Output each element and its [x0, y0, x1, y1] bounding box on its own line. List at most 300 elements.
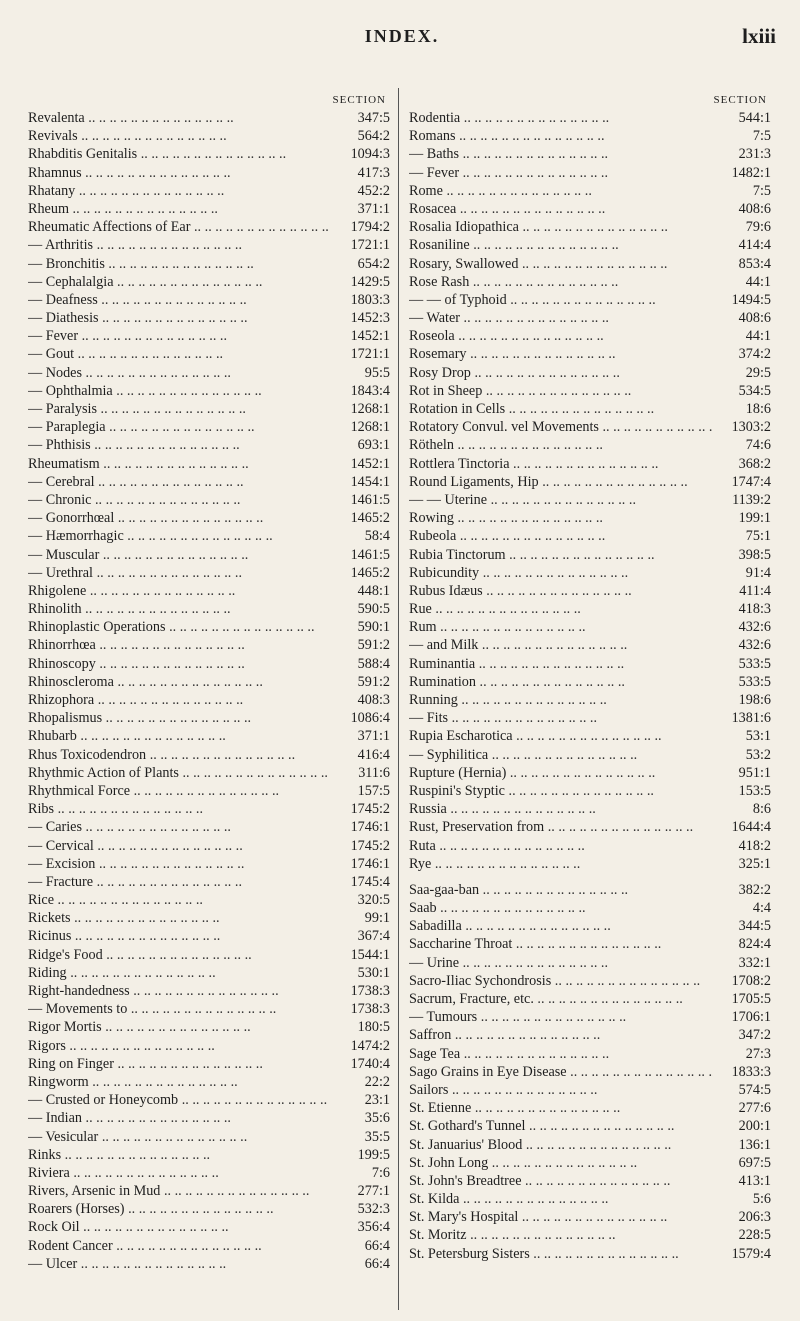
index-entry	[409, 600, 771, 618]
section-number: 414:4	[738, 237, 771, 254]
index-entry	[409, 954, 771, 972]
index-entry	[409, 746, 771, 764]
index-entry	[409, 1045, 771, 1063]
section-number: 418:2	[738, 837, 771, 854]
section-number: 1644:4	[731, 819, 771, 836]
section-number: 1494:5	[731, 291, 771, 308]
index-term: Sabadilla ..	[409, 917, 713, 935]
index-term: Revalenta ..	[28, 109, 332, 127]
index-term: Rue ..	[409, 600, 713, 618]
index-entry	[28, 600, 390, 618]
section-number: 344:5	[738, 918, 771, 935]
index-entry	[409, 881, 771, 899]
index-term: — — Uterine ..	[409, 491, 713, 509]
section-number: 199:1	[738, 510, 771, 527]
section-number: 79:6	[745, 219, 771, 236]
index-entry	[28, 491, 390, 509]
index-term: — Crusted or Honeycomb ..	[28, 1091, 332, 1109]
section-number: 590:5	[357, 601, 390, 618]
index-term: Saa-gaa-ban ..	[409, 881, 713, 899]
index-entry	[409, 618, 771, 636]
index-term: Rose Rash ..	[409, 273, 713, 291]
index-term: Rupia Escharotica ..	[409, 727, 713, 745]
index-entry	[409, 418, 771, 436]
section-number: 1465:2	[350, 564, 390, 581]
index-term: Rome ..	[409, 182, 713, 200]
index-term: Russia ..	[409, 800, 713, 818]
index-entry	[409, 327, 771, 345]
index-term: Rigor Mortis ..	[28, 1018, 332, 1036]
index-entry	[409, 1117, 771, 1135]
index-entry	[28, 164, 390, 182]
index-term: Rickets ..	[28, 909, 332, 927]
section-number: 1803:3	[350, 291, 390, 308]
index-entry	[28, 1200, 390, 1218]
index-entry	[409, 1008, 771, 1026]
section-number: 35:5	[364, 1128, 390, 1145]
index-term: — Cervical ..	[28, 837, 332, 855]
section-number: 544:1	[738, 110, 771, 126]
index-term: Ringworm ..	[28, 1073, 332, 1091]
index-entry	[28, 1237, 390, 1255]
index-entry	[409, 436, 771, 454]
letter-group-gap	[409, 873, 771, 881]
section-number: 1708:2	[731, 972, 771, 989]
index-term: — Arthritis ..	[28, 236, 332, 254]
column-divider	[398, 88, 399, 1310]
section-number: 824:4	[738, 936, 771, 953]
index-term: Rock Oil ..	[28, 1218, 332, 1236]
index-entry	[409, 255, 771, 273]
index-term: — Fracture ..	[28, 873, 332, 891]
index-term: Rosacea ..	[409, 200, 713, 218]
index-entry	[28, 1146, 390, 1164]
index-entry	[28, 382, 390, 400]
index-term: Rhus Toxicodendron ..	[28, 746, 332, 764]
index-term: Roseola ..	[409, 327, 713, 345]
section-number: 7:5	[752, 182, 771, 199]
index-term: Romans ..	[409, 127, 713, 145]
section-number: 157:5	[357, 782, 390, 799]
index-term: — Paraplegia ..	[28, 418, 332, 436]
index-term: St. John's Breadtree ..	[409, 1172, 713, 1190]
section-number: 66:4	[364, 1237, 390, 1254]
section-number: 590:1	[357, 619, 390, 636]
section-number: 332:1	[738, 954, 771, 971]
index-term: — Urine ..	[409, 954, 713, 972]
index-term: — Bronchitis ..	[28, 255, 332, 273]
page-number: lxiii	[742, 24, 776, 48]
index-term: Rye ..	[409, 855, 713, 873]
index-term: Rottlera Tinctoria ..	[409, 455, 713, 473]
index-entry	[409, 509, 771, 527]
section-number: 530:1	[357, 964, 390, 981]
index-term: Sailors ..	[409, 1081, 713, 1099]
section-number: 417:3	[357, 164, 390, 181]
index-term: Rubeola ..	[409, 527, 713, 545]
index-entry	[28, 927, 390, 945]
index-entry	[28, 964, 390, 982]
index-entry	[409, 1172, 771, 1190]
section-number: 693:1	[357, 437, 390, 454]
section-number: 1452:3	[350, 310, 390, 327]
index-term: St. Etienne ..	[409, 1099, 713, 1117]
index-entry	[409, 837, 771, 855]
index-entry	[409, 917, 771, 935]
index-term: — Movements to ..	[28, 1000, 332, 1018]
index-entry	[28, 873, 390, 891]
index-term: Rosy Drop ..	[409, 364, 713, 382]
index-term: St. Gothard's Tunnel ..	[409, 1117, 713, 1135]
index-term: Rötheln ..	[409, 436, 713, 454]
index-entry	[409, 764, 771, 782]
index-term: — Fever ..	[28, 327, 332, 345]
index-entry	[28, 436, 390, 454]
index-entry	[28, 364, 390, 382]
index-term: Rhinorrhœa ..	[28, 636, 332, 654]
section-number: 356:4	[357, 1219, 390, 1236]
index-term: Rivers, Arsenic in Mud ..	[28, 1182, 332, 1200]
index-term: — Paralysis ..	[28, 400, 332, 418]
section-number: 1303:2	[731, 419, 771, 436]
index-term: Rum ..	[409, 618, 713, 636]
section-number: 591:2	[357, 673, 390, 690]
index-term: Saab ..	[409, 899, 713, 917]
index-entry	[28, 727, 390, 745]
index-term: Rupture (Hernia) ..	[409, 764, 713, 782]
section-number: 74:6	[745, 437, 771, 454]
index-term: Rheumatic Affections of Ear ..	[28, 218, 332, 236]
index-entry	[409, 309, 771, 327]
index-term: St. Moritz ..	[409, 1226, 713, 1244]
index-term: Ribs ..	[28, 800, 332, 818]
index-entry	[409, 855, 771, 873]
index-term: — Gout ..	[28, 345, 332, 363]
index-entry	[28, 891, 390, 909]
section-number: 533:5	[738, 673, 771, 690]
index-entry	[28, 800, 390, 818]
index-entry	[409, 972, 771, 990]
section-number: 311:6	[358, 764, 390, 781]
section-number: 35:6	[364, 1110, 390, 1127]
section-number: 371:1	[357, 200, 390, 217]
index-entry	[409, 345, 771, 363]
index-term: Rhinolith ..	[28, 600, 332, 618]
index-term: Riding ..	[28, 964, 332, 982]
index-entry	[409, 990, 771, 1008]
index-entry	[409, 899, 771, 917]
section-number: 448:1	[357, 582, 390, 599]
index-entry	[409, 182, 771, 200]
section-number: 1833:3	[731, 1063, 771, 1080]
index-entry	[28, 636, 390, 654]
index-entry	[28, 1037, 390, 1055]
index-term: — Cephalalgia ..	[28, 273, 332, 291]
index-term: — Caries ..	[28, 818, 332, 836]
section-number: 408:6	[738, 200, 771, 217]
index-entry	[409, 200, 771, 218]
section-number: 44:1	[745, 273, 771, 290]
index-entry	[409, 655, 771, 673]
index-term: — Phthisis ..	[28, 436, 332, 454]
index-entry	[28, 564, 390, 582]
index-entry	[28, 527, 390, 545]
index-term: — Urethral ..	[28, 564, 332, 582]
index-entry	[409, 527, 771, 545]
index-term: Sacro-Iliac Sychondrosis ..	[409, 972, 713, 990]
index-term: Rodentia ..	[409, 109, 713, 127]
index-term: Rigors ..	[28, 1037, 332, 1055]
index-term: — Cerebral ..	[28, 473, 332, 491]
index-term: Rotatory Convul. vel Movements ..	[409, 418, 713, 436]
section-number: 1746:1	[350, 855, 390, 872]
index-entry	[28, 855, 390, 873]
index-term: Revivals ..	[28, 127, 332, 145]
section-number: 1745:4	[350, 873, 390, 890]
index-term: Ricinus ..	[28, 927, 332, 945]
index-entry	[409, 818, 771, 836]
index-term: Rice ..	[28, 891, 332, 909]
index-entry	[409, 491, 771, 509]
index-entry	[28, 109, 390, 127]
index-column-left	[28, 92, 390, 1273]
section-number: 697:5	[738, 1154, 771, 1171]
index-term: Rhinoscleroma ..	[28, 673, 332, 691]
index-term: Rosary, Swallowed ..	[409, 255, 713, 273]
index-term: — Ophthalmia ..	[28, 382, 332, 400]
section-column-heading: SECTION	[713, 94, 767, 106]
index-entry	[409, 1136, 771, 1154]
index-term: Riviera ..	[28, 1164, 332, 1182]
index-entry	[409, 291, 771, 309]
section-number: 27:3	[745, 1045, 771, 1062]
index-entry	[28, 546, 390, 564]
section-number: 1461:5	[350, 546, 390, 563]
index-term: — Hæmorrhagic ..	[28, 527, 332, 545]
index-entry	[28, 400, 390, 418]
index-entry	[28, 200, 390, 218]
section-number: 1452:1	[350, 455, 390, 472]
index-entry	[409, 935, 771, 953]
section-number: 1139:2	[732, 491, 771, 508]
index-entry	[28, 455, 390, 473]
section-number: 5:6	[752, 1191, 771, 1208]
index-term: Rosaniline ..	[409, 236, 713, 254]
index-term: — Vesicular ..	[28, 1128, 332, 1146]
index-term: Round Ligaments, Hip ..	[409, 473, 713, 491]
section-number: 153:5	[738, 782, 771, 799]
index-entry	[409, 1063, 771, 1081]
index-term: St. John Long ..	[409, 1154, 713, 1172]
index-term: Saccharine Throat ..	[409, 935, 713, 953]
index-term: Ruspini's Styptic ..	[409, 782, 713, 800]
section-number: 1579:4	[731, 1245, 771, 1262]
section-number: 1747:4	[731, 473, 771, 490]
index-term: Rhythmical Force ..	[28, 782, 332, 800]
index-entry	[28, 709, 390, 727]
section-number: 951:1	[738, 764, 771, 781]
section-number: 1794:2	[350, 219, 390, 236]
section-number: 53:1	[745, 728, 771, 745]
index-term: — Gonorrhœal ..	[28, 509, 332, 527]
section-number: 1454:1	[350, 473, 390, 490]
section-number: 347:5	[357, 110, 390, 126]
index-entry	[409, 782, 771, 800]
index-term: Rheum ..	[28, 200, 332, 218]
index-term: Ruta ..	[409, 837, 713, 855]
index-term: Ruminantia ..	[409, 655, 713, 673]
index-entry	[28, 782, 390, 800]
index-term: Rosalia Idiopathica ..	[409, 218, 713, 236]
index-entry	[409, 364, 771, 382]
section-number: 1740:4	[350, 1055, 390, 1072]
index-entry	[28, 1000, 390, 1018]
section-number: 8:6	[752, 801, 771, 818]
index-entry	[28, 655, 390, 673]
index-entry	[28, 509, 390, 527]
index-entry	[28, 909, 390, 927]
index-term: Rhamnus ..	[28, 164, 332, 182]
index-term: Rinks ..	[28, 1146, 332, 1164]
section-number: 325:1	[738, 855, 771, 872]
index-term: Sacrum, Fracture, etc. ..	[409, 990, 713, 1008]
index-entry	[28, 273, 390, 291]
index-entry	[409, 109, 771, 127]
section-number: 1268:1	[350, 419, 390, 436]
section-number: 533:5	[738, 655, 771, 672]
index-entry	[28, 345, 390, 363]
index-term: Ring on Finger ..	[28, 1055, 332, 1073]
section-number: 200:1	[738, 1118, 771, 1135]
index-entry	[28, 1109, 390, 1127]
section-number: 99:1	[364, 910, 390, 927]
index-entry	[28, 691, 390, 709]
section-number: 1381:6	[731, 710, 771, 727]
index-term: — Deafness ..	[28, 291, 332, 309]
index-term: Rhinoscopy ..	[28, 655, 332, 673]
index-term: Rotation in Cells ..	[409, 400, 713, 418]
index-term: — Baths ..	[409, 145, 713, 163]
section-number: 1268:1	[350, 401, 390, 417]
index-entry	[409, 1099, 771, 1117]
index-entry	[28, 182, 390, 200]
index-term: — Water ..	[409, 309, 713, 327]
index-entry	[409, 145, 771, 163]
section-number: 180:5	[357, 1019, 390, 1036]
index-term: Rhabditis Genitalis ..	[28, 145, 332, 163]
section-number: 7:5	[752, 128, 771, 145]
index-term: Rhubarb ..	[28, 727, 332, 745]
index-entry	[28, 982, 390, 1000]
index-entry	[409, 709, 771, 727]
section-number: 4:4	[752, 900, 771, 917]
index-entry	[28, 473, 390, 491]
index-entry	[28, 946, 390, 964]
section-number: 654:2	[357, 255, 390, 272]
section-number: 1544:1	[350, 946, 390, 963]
index-entry	[409, 546, 771, 564]
index-entry	[409, 1208, 771, 1226]
section-column-heading: SECTION	[332, 94, 386, 106]
section-number: 199:5	[357, 1146, 390, 1163]
index-entry	[28, 1164, 390, 1182]
section-number: 66:4	[364, 1255, 390, 1272]
section-number: 1721:1	[350, 346, 390, 363]
section-number: 1465:2	[350, 510, 390, 527]
index-term: Rhizophora ..	[28, 691, 332, 709]
section-number: 408:3	[357, 692, 390, 708]
index-entry	[409, 1154, 771, 1172]
index-entry	[409, 800, 771, 818]
section-number: 1482:1	[731, 164, 771, 181]
index-entry	[28, 818, 390, 836]
section-number: 1721:1	[350, 237, 390, 254]
index-entry	[28, 837, 390, 855]
index-entry	[28, 1255, 390, 1273]
index-entry	[409, 1190, 771, 1208]
section-number: 432:6	[738, 619, 771, 636]
index-entry	[409, 236, 771, 254]
index-term: Sago Grains in Eye Disease ..	[409, 1063, 713, 1081]
index-term: Rosemary ..	[409, 345, 713, 363]
section-number: 231:3	[738, 146, 771, 163]
section-number: 58:4	[364, 528, 390, 545]
index-entry	[409, 636, 771, 654]
index-term: Running ..	[409, 691, 713, 709]
index-term: — Tumours ..	[409, 1008, 713, 1026]
section-number: 591:2	[357, 637, 390, 654]
index-term: Sage Tea ..	[409, 1045, 713, 1063]
index-entry	[28, 127, 390, 145]
index-entry	[28, 255, 390, 273]
index-term: Rowing ..	[409, 509, 713, 527]
index-entry	[409, 564, 771, 582]
section-number: 320:5	[357, 892, 390, 909]
section-number: 564:2	[357, 128, 390, 145]
section-number: 853:4	[738, 255, 771, 272]
section-number: 452:2	[357, 182, 390, 199]
section-number: 1474:2	[350, 1037, 390, 1054]
section-number: 1746:1	[350, 819, 390, 836]
index-term: — Diathesis ..	[28, 309, 332, 327]
index-entry	[28, 764, 390, 782]
section-number: 398:5	[738, 546, 771, 563]
index-term: St. Kilda ..	[409, 1190, 713, 1208]
index-term: Rhopalismus ..	[28, 709, 332, 727]
index-term: Rubia Tinctorum ..	[409, 546, 713, 564]
section-number: 1705:5	[731, 991, 771, 1007]
index-term: Roarers (Horses) ..	[28, 1200, 332, 1218]
index-entry	[409, 382, 771, 400]
index-entry	[409, 127, 771, 145]
index-entry	[409, 1026, 771, 1044]
section-number: 411:4	[739, 582, 771, 599]
index-entry	[28, 618, 390, 636]
section-number: 1738:3	[350, 983, 390, 999]
index-entry	[28, 145, 390, 163]
index-term: Rubicundity ..	[409, 564, 713, 582]
section-number: 1094:3	[350, 146, 390, 163]
index-entry	[409, 1226, 771, 1244]
section-number: 374:2	[738, 346, 771, 363]
section-number: 534:5	[738, 382, 771, 399]
section-number: 371:1	[357, 728, 390, 745]
section-number: 18:6	[745, 401, 771, 417]
section-number: 1706:1	[731, 1009, 771, 1026]
index-entry	[28, 746, 390, 764]
index-entry	[28, 1218, 390, 1236]
index-entry	[28, 673, 390, 691]
